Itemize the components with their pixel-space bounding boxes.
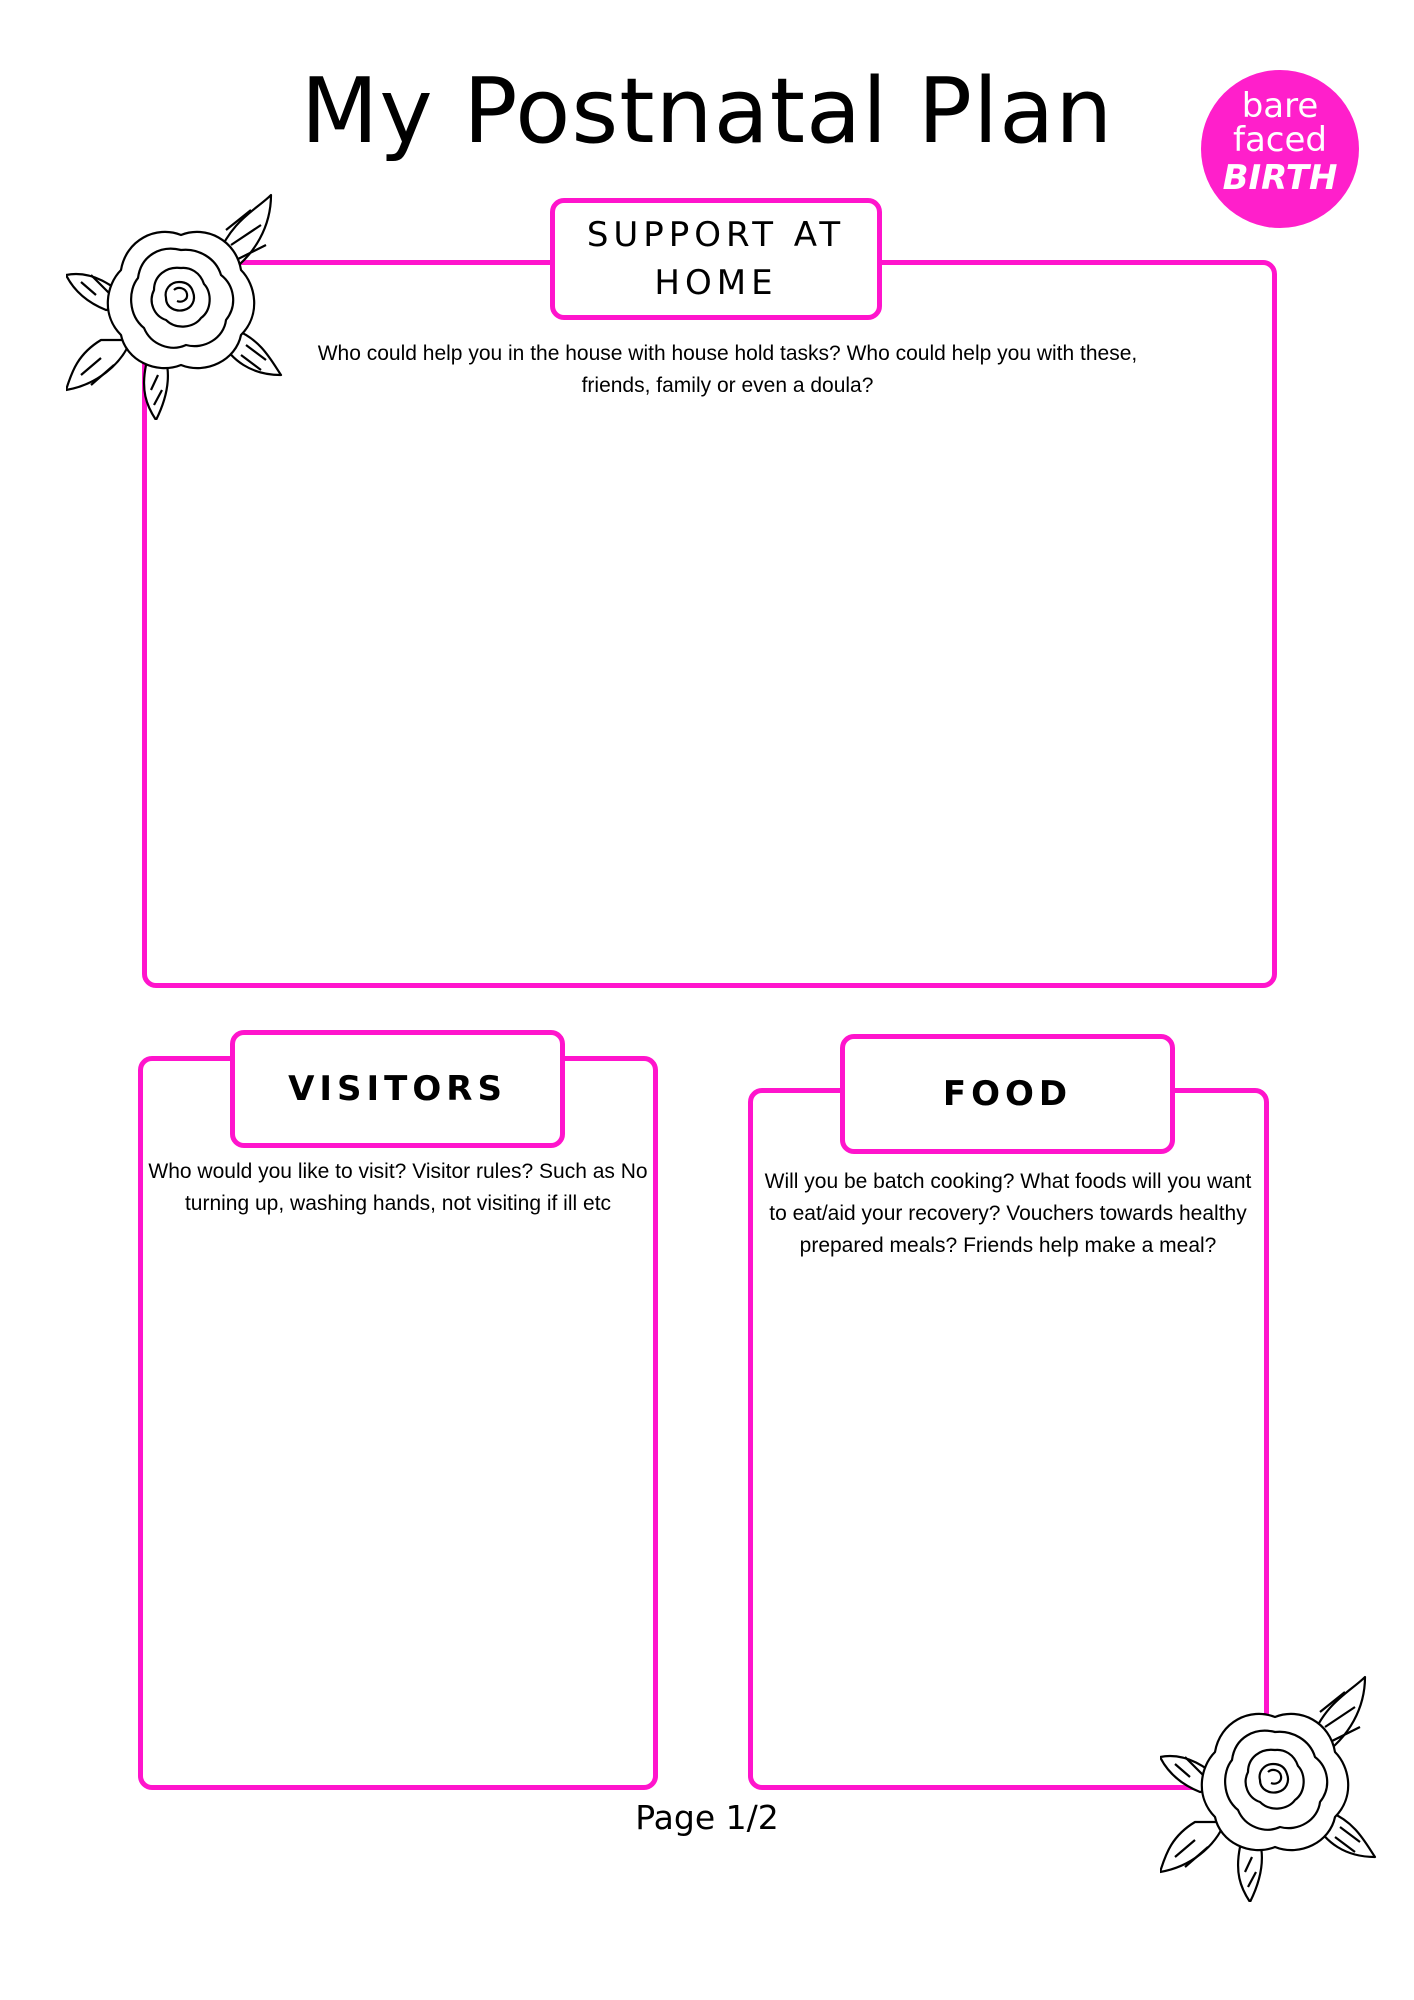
visitors-heading-text: VISITORS bbox=[288, 1069, 507, 1109]
flower-illustration bbox=[66, 190, 296, 420]
support-prompt: Who could help you in the house with house hold tasks? Who could help you with these, friends, family or even a doula? bbox=[317, 342, 1138, 397]
page-number: Page 1/2 bbox=[635, 1798, 779, 1837]
logo-line-3: BIRTH bbox=[1222, 158, 1338, 198]
support-at-home-heading bbox=[550, 198, 882, 320]
food-prompt: Will you be batch cooking? What foods will you want to eat/aid your recovery? Vouchers towards healthy prepared meals? Friends help make a meal? bbox=[764, 1170, 1252, 1257]
flower-illustration bbox=[1160, 1672, 1390, 1902]
support-heading-text: SUPPORT AT HOME bbox=[586, 215, 846, 303]
logo-line-1: bare bbox=[1241, 86, 1319, 126]
visitors-heading bbox=[230, 1030, 565, 1148]
visitors-prompt: Who would you like to visit? Visitor rules? Such as No turning up, washing hands, not visiting if ill etc bbox=[148, 1160, 648, 1215]
logo-line-2: faced bbox=[1233, 120, 1327, 160]
food-heading bbox=[840, 1034, 1175, 1154]
food-heading-text: FOOD bbox=[942, 1074, 1073, 1114]
bare-faced-birth-logo bbox=[1201, 70, 1359, 228]
page-title: My Postnatal Plan bbox=[300, 59, 1114, 164]
